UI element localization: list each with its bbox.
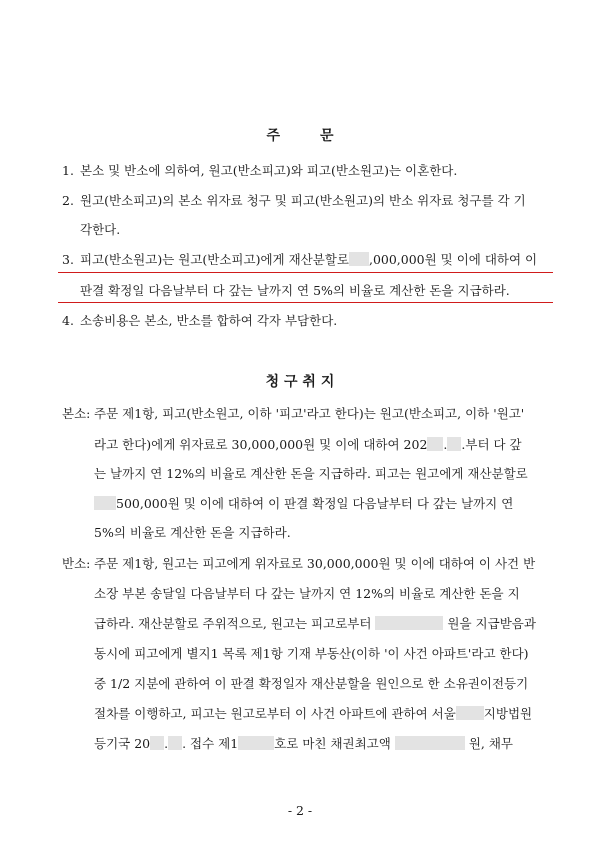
- red-underline-2: [58, 302, 553, 303]
- main-claim-line3: 는 날까지 연 12%의 비율로 계산한 돈을 지급하라. 피고는 원고에게 재산분할로: [94, 466, 528, 481]
- counter-claim-line5: 중 1/2 지분에 관하여 이 판결 확정일자 재산분할을 원인으로 한 소유권이전등기: [94, 676, 529, 691]
- counter-claim-line7e: 원, 채무: [468, 736, 514, 751]
- counter-claim-line1: 주문 제1항, 원고는 피고에게 위자료로 30,000,000원 및 이에 대하여 이 사건 반: [94, 556, 536, 571]
- counter-claim-line7b: .: [164, 736, 169, 751]
- item-3-text-line1a: 피고(반소원고)는 원고(반소피고)에게 재산분할로: [80, 252, 349, 267]
- redaction: [238, 736, 274, 750]
- counter-claim-line6: [94, 706, 532, 722]
- item-1-number: 1.: [62, 163, 74, 178]
- item-4-text: 소송비용은 본소, 반소를 합하여 각자 부담한다.: [80, 313, 338, 328]
- counter-claim-line7: [94, 736, 513, 752]
- judgment-heading-b: 문: [320, 128, 334, 144]
- judgment-heading: [0, 125, 600, 145]
- redaction: [349, 252, 369, 266]
- main-claim-line2: [94, 437, 522, 453]
- redaction: [375, 616, 443, 630]
- item-3-number: 3.: [62, 252, 74, 267]
- redaction: [395, 736, 465, 750]
- redaction: [456, 706, 484, 720]
- item-4-number: 4.: [62, 313, 74, 328]
- redaction: [447, 437, 461, 451]
- main-claim-line2a: 라고 한다)에게 위자료로 30,000,000원 및 이에 대하여 202: [94, 437, 428, 452]
- counter-claim-line3: [94, 616, 536, 632]
- claims-heading: 청 구 취 지: [265, 374, 335, 390]
- main-claim-label: 본소:: [62, 406, 91, 421]
- counter-claim-label: 반소:: [62, 556, 91, 571]
- counter-claim-line4: 동시에 피고에게 별지1 목록 제1항 기재 부동산(이하 '이 사건 아파트'라고 한다): [94, 646, 529, 661]
- counter-claim-line7a: 등기국 20: [94, 736, 151, 751]
- counter-claim-line3a: 급하라. 재산분할로 주위적으로, 원고는 피고로부터: [94, 616, 372, 631]
- redaction: [168, 736, 182, 750]
- counter-claim-line6b: 지방법원: [483, 706, 533, 721]
- item-3-text-line1: [80, 252, 537, 268]
- main-claim-line2b: .: [443, 437, 448, 452]
- main-claim-line1: 주문 제1항, 피고(반소원고, 이하 '피고'라고 한다)는 원고(반소피고, 이하 '원고': [94, 406, 525, 421]
- counter-claim-line6a: 절차를 이행하고, 피고는 원고로부터 이 사건 아파트에 관하여 서울: [94, 706, 456, 721]
- main-claim-line5: 5%의 비율로 계산한 돈을 지급하라.: [94, 525, 291, 540]
- main-claim-line2c: .부터 다 갚: [461, 437, 522, 452]
- redaction: [94, 496, 116, 510]
- main-claim-line4b: 500,000원 및 이에 대하여 이 판결 확정일 다음날부터 다 갚는 날까지 연: [116, 496, 514, 511]
- main-claim-line4: [94, 496, 513, 512]
- item-3-text-line2: 판결 확정일 다음날부터 다 갚는 날까지 연 5%의 비율로 계산한 돈을 지급하라.: [80, 283, 510, 298]
- counter-claim-line7d: 호로 마친 채권최고액: [274, 736, 391, 751]
- counter-claim-line2: 소장 부본 송달일 다음날부터 다 갚는 날까지 연 12%의 비율로 계산한 돈을 지: [94, 586, 520, 601]
- item-1-text: 본소 및 반소에 의하여, 원고(반소피고)와 피고(반소원고)는 이혼한다.: [80, 163, 458, 178]
- red-underline-1: [58, 272, 553, 273]
- counter-claim-line7c: . 접수 제1: [182, 736, 239, 751]
- redaction: [427, 437, 443, 451]
- item-2-number: 2.: [62, 193, 74, 208]
- item-2-text-line1: 원고(반소피고)의 본소 위자료 청구 및 피고(반소원고)의 반소 위자료 청구를 각 기: [80, 193, 526, 208]
- item-2-text-line2: 각한다.: [80, 222, 121, 237]
- item-3-text-line1b: ,000,000원 및 이에 대하여 이: [368, 252, 538, 267]
- page-number: - 2 -: [287, 803, 313, 818]
- counter-claim-line3b: 원을 지급받음과: [447, 616, 536, 631]
- redaction: [150, 736, 164, 750]
- judgment-heading-a: 주: [266, 128, 280, 144]
